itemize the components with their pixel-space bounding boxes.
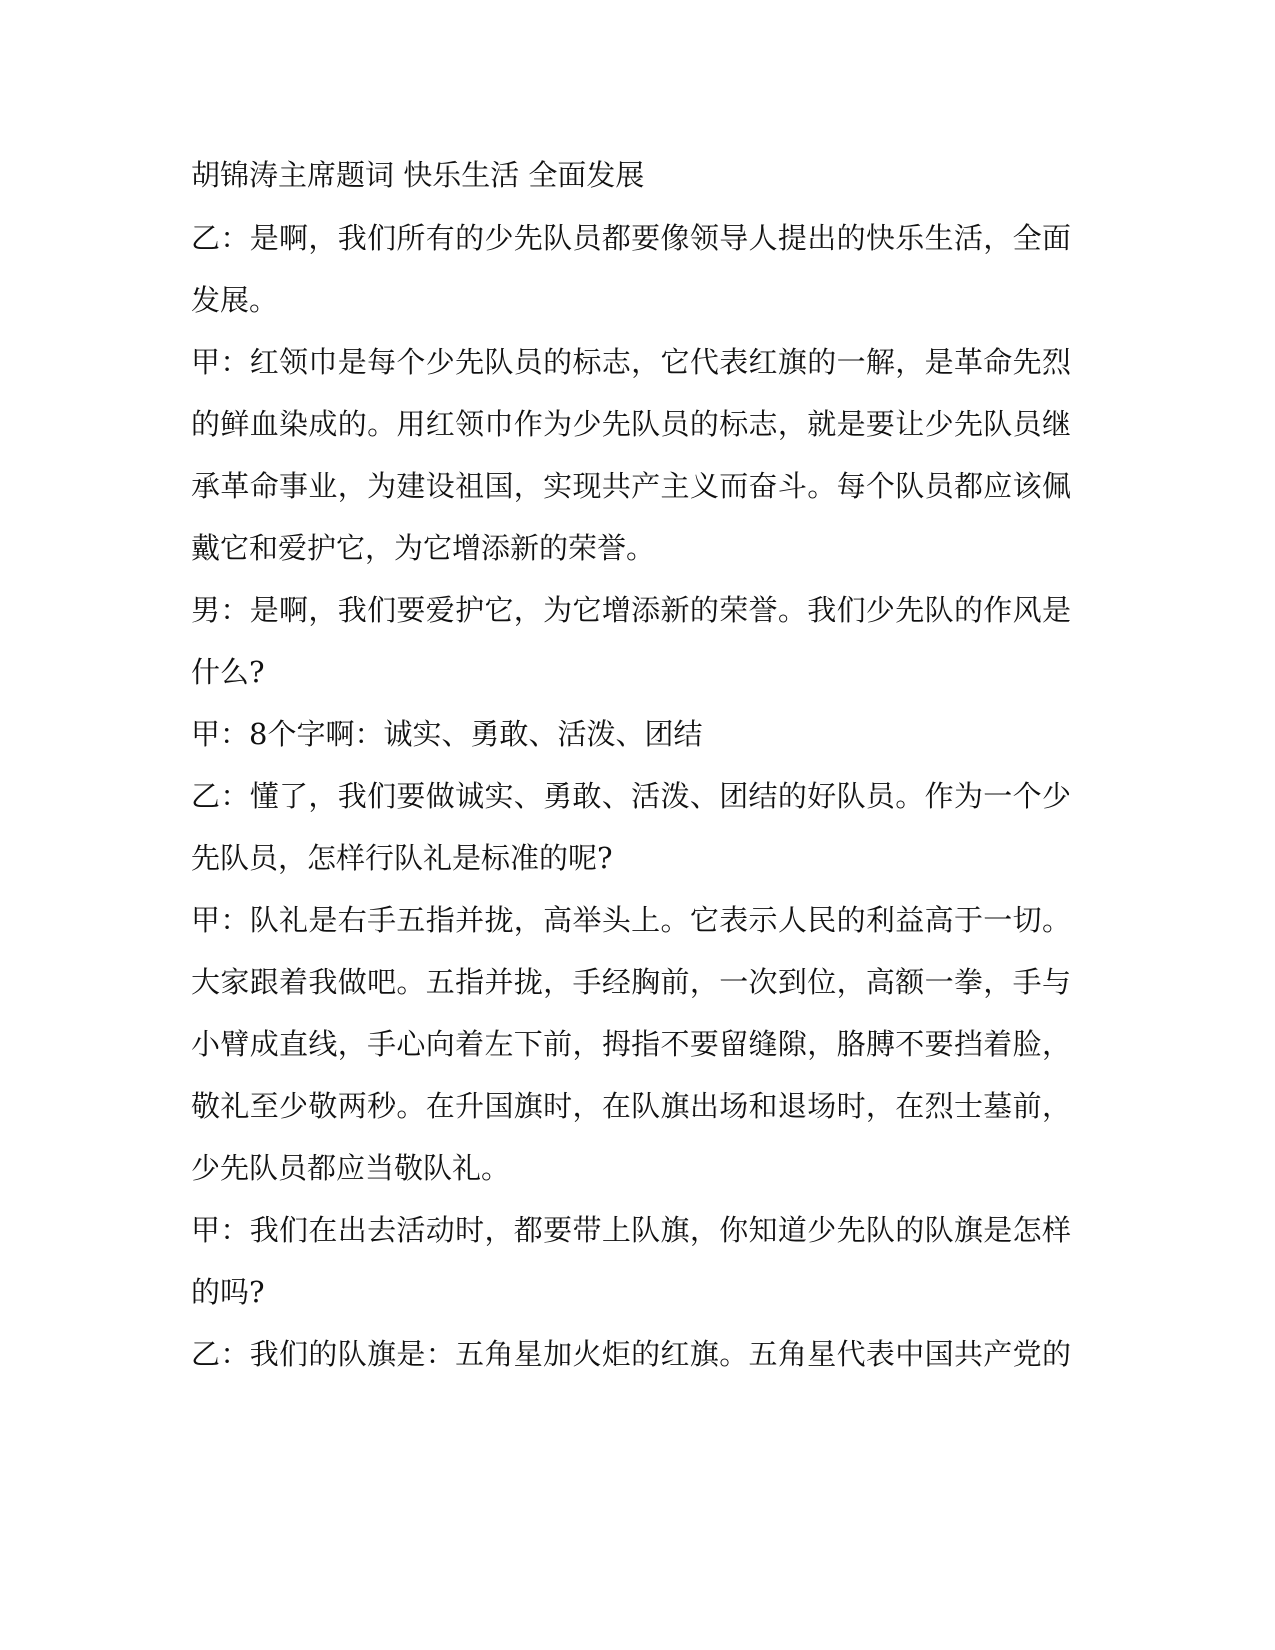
text-line: 敬礼至少敬两秒。在升国旗时，在队旗出场和退场时，在烈士墓前， (191, 1089, 1071, 1123)
text-line: 甲：红领巾是每个少先队员的标志，它代表红旗的一解，是革命先烈 (191, 345, 1071, 379)
text-line: 的鲜血染成的。用红领巾作为少先队员的标志，就是要让少先队员继 (191, 407, 1071, 441)
text-line: 发展。 (191, 283, 279, 317)
text-line: 甲：我们在出去活动时，都要带上队旗，你知道少先队的队旗是怎样 (191, 1213, 1071, 1247)
text-line: 男：是啊，我们要爱护它，为它增添新的荣誉。我们少先队的作风是 (191, 593, 1071, 627)
text-line: 甲：8个字啊：诚实、勇敢、活泼、团结 (191, 717, 703, 751)
text-line: 承革命事业，为建设祖国，实现共产主义而奋斗。每个队员都应该佩 (191, 469, 1071, 503)
title-line: 胡锦涛主席题词 快乐生活 全面发展 (191, 158, 645, 192)
text-line: 乙：我们的队旗是：五角星加火炬的红旗。五角星代表中国共产党的 (191, 1337, 1071, 1371)
text-line: 大家跟着我做吧。五指并拢，手经胸前，一次到位，高额一拳，手与 (191, 965, 1071, 999)
text-line: 乙：懂了，我们要做诚实、勇敢、活泼、团结的好队员。作为一个少 (191, 779, 1071, 813)
text-line: 甲：队礼是右手五指并拢，高举头上。它表示人民的利益高于一切。 (191, 903, 1071, 937)
text-line: 的吗? (191, 1275, 265, 1309)
text-line: 乙：是啊，我们所有的少先队员都要像领导人提出的快乐生活，全面 (191, 221, 1071, 255)
text-line: 先队员，怎样行队礼是标准的呢? (191, 841, 613, 875)
text-line: 小臂成直线，手心向着左下前，拇指不要留缝隙，胳膊不要挡着脸， (191, 1027, 1071, 1061)
text-line: 戴它和爱护它，为它增添新的荣誉。 (191, 531, 656, 565)
text-line: 少先队员都应当敬队礼。 (191, 1151, 511, 1185)
text-line: 什么? (191, 655, 265, 689)
